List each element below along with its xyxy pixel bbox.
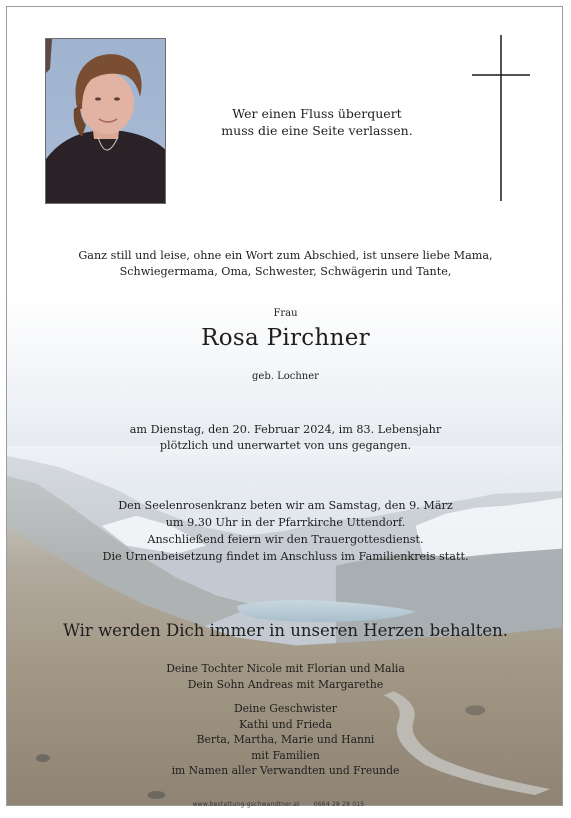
mourner-line: Deine Geschwister [234,702,337,715]
footer-website[interactable]: www.bestattung-gschwandtner.at [192,801,300,808]
birth-name: geb. Lochner [252,371,319,382]
intro-line: Ganz still und leise, ohne ein Wort zum Abschied, ist unsere liebe Mama, [78,249,493,262]
mourner-line: Dein Sohn Andreas mit Margarethe [187,677,384,691]
mourner-line: mit Familien [251,748,320,762]
name-prefix: Frau [273,308,298,319]
death-line: am Dienstag, den 20. Februar 2024, im 83. Lebensjahr [129,423,442,436]
mourner-line: Berta, Martha, Marie und Hanni [196,733,375,746]
intro-text [7,248,563,280]
cross-icon [472,35,530,201]
service-line: um 9.30 Uhr in der Pfarrkirche Uttendorf. [165,516,406,529]
memorial-motto: Wir werden Dich immer in unseren Herzen behalten. [62,621,508,640]
mourner-line: im Namen aller Verwandten und Freunde [171,764,400,777]
deceased-name: Rosa Pirchner [201,325,370,351]
service-line: Anschließend feiern wir den Trauergottesdienst. [147,533,424,546]
death-line: plötzlich und unerwartet von uns gegangen. [159,439,412,452]
death-notice [7,422,563,454]
mourner-line: Kathi und Frieda [239,717,332,731]
verse-line: Wer einen Fluss überquert [232,106,402,121]
funeral-home-footer [0,801,557,808]
obituary-card [6,6,563,806]
memorial-verse [172,105,462,139]
mourner-line: Deine Tochter Nicole mit Florian und Malia [166,662,405,675]
intro-line: Schwiegermama, Oma, Schwester, Schwägerin und Tante, [119,265,452,278]
portrait-photo [45,38,166,204]
portrait-image [46,39,166,204]
mourners-list [7,661,563,779]
spacer [7,692,563,701]
service-line: Die Urnenbeisetzung findet im Anschluss im Familienkreis statt. [102,550,469,563]
service-details [7,497,563,565]
verse-line: muss die eine Seite verlassen. [221,123,413,138]
service-line: Den Seelenrosenkranz beten wir am Samstag, den 9. März [118,499,453,512]
footer-phone: 0664 28 28 015 [313,801,365,808]
